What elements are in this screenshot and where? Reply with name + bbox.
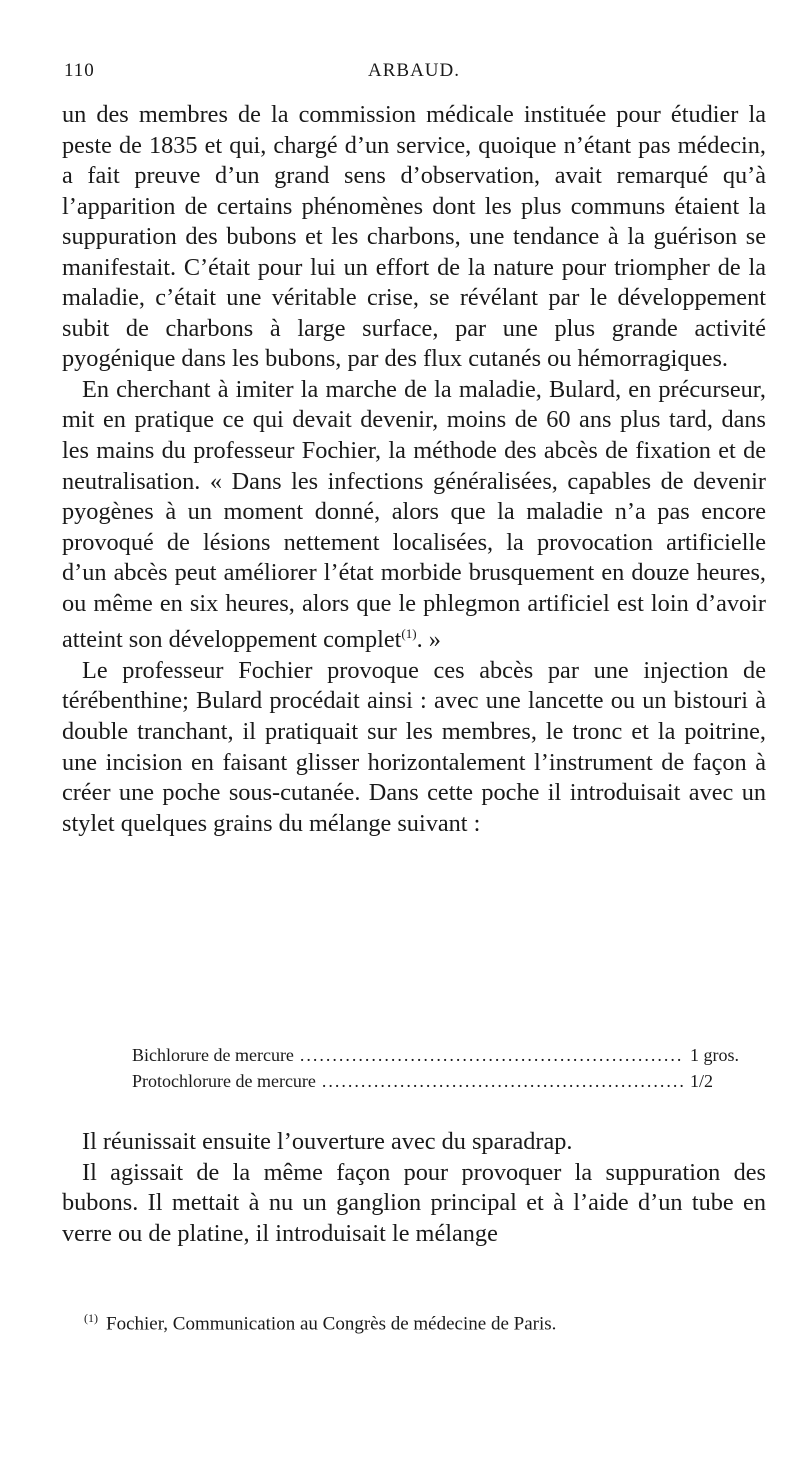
running-head xyxy=(64,60,764,90)
paragraph-procedure: Le professeur Fochier provoque ces abcès par une injection de térébenthine; Bulard procédait ainsi : avec une lancette ou un bistouri à double tranchant, il pratiquait sur les membres, le tronc et la poitrine, une incision en faisant glisser horizontalement l’instrument de façon à créer une poche sous-cutanée. Dans cette poche il introduisait avec un stylet quelques grains du mélange suivant : xyxy=(62,656,766,837)
formula-row xyxy=(132,1068,742,1094)
formula-row xyxy=(132,1042,742,1068)
paragraph-bulard-method xyxy=(62,375,766,656)
leader-dots xyxy=(300,1042,684,1068)
formula-ingredient: Bichlorure de mercure xyxy=(132,1045,294,1065)
paragraph-closing-wound: Il réunissait ensuite l’ouverture avec du sparadrap. xyxy=(82,1128,573,1155)
main-text-continued xyxy=(62,1127,766,1249)
mixture-formula xyxy=(132,1042,742,1094)
paragraph-continuation: un des membres de la commission médicale instituée pour étudier la peste de 1835 et qui, chargé d’un service, quoique n’étant pas médecin, a fait preuve d’un grand sens d’observation, avait remarqué qu’à l’apparition de certains phénomènes dont les plus communs étaient la suppuration des bubons et les charbons, une tendance à la guérison se manifestait. C’était pour lui un effort de la nature pour triompher de la maladie, c’était une véritable crise, se révélant par le développement subit de charbons à large surface, par une plus grande activité pyogénique dans les bubons, par des flux cutanés ou hémorragiques. xyxy=(62,101,766,373)
footnote-text: Fochier, Communication au Congrès de médecine de Paris. xyxy=(106,1313,557,1335)
formula-quantity: 1/2 xyxy=(690,1071,714,1091)
footnote-reference: (1) xyxy=(401,626,417,642)
leader-dots xyxy=(322,1068,684,1094)
footnote xyxy=(84,1306,764,1336)
main-text xyxy=(62,100,766,839)
paragraph-bubons: Il agissait de la même façon pour provoquer la suppuration des bubons. Il mettait à nu un ganglion principal et à l’aide d’un tube en verre ou de platine, il introduisait le mélange xyxy=(62,1158,766,1247)
formula-ingredient: Protochlorure de mercure xyxy=(132,1071,316,1091)
formula-quantity: 1 gros. xyxy=(690,1045,739,1065)
footnote-mark: (1) xyxy=(84,1311,98,1325)
running-title: ARBAUD. xyxy=(368,60,460,81)
page-number: 110 xyxy=(64,60,95,81)
quote-closing: . » xyxy=(416,626,441,654)
paragraph-bulard-method-text: En cherchant à imiter la marche de la maladie, Bulard, en précurseur, mit en pratique ce qui devait devenir, moins de 60 ans plus tard, dans les mains du professeur Fochier, la méthode des abcès de fixation et de neutralisation. « Dans les infections généralisées, capables de devenir pyogènes à un moment donné, alors que la maladie n’a pas encore provoqué de lésions nettement localisées, la provocation artificielle d’un abcès peut améliorer l’état morbide brusquement en douze heures, ou même en six heures, alors que le phlegmon artificiel est loin d’avoir atteint son développement complet xyxy=(62,375,766,654)
